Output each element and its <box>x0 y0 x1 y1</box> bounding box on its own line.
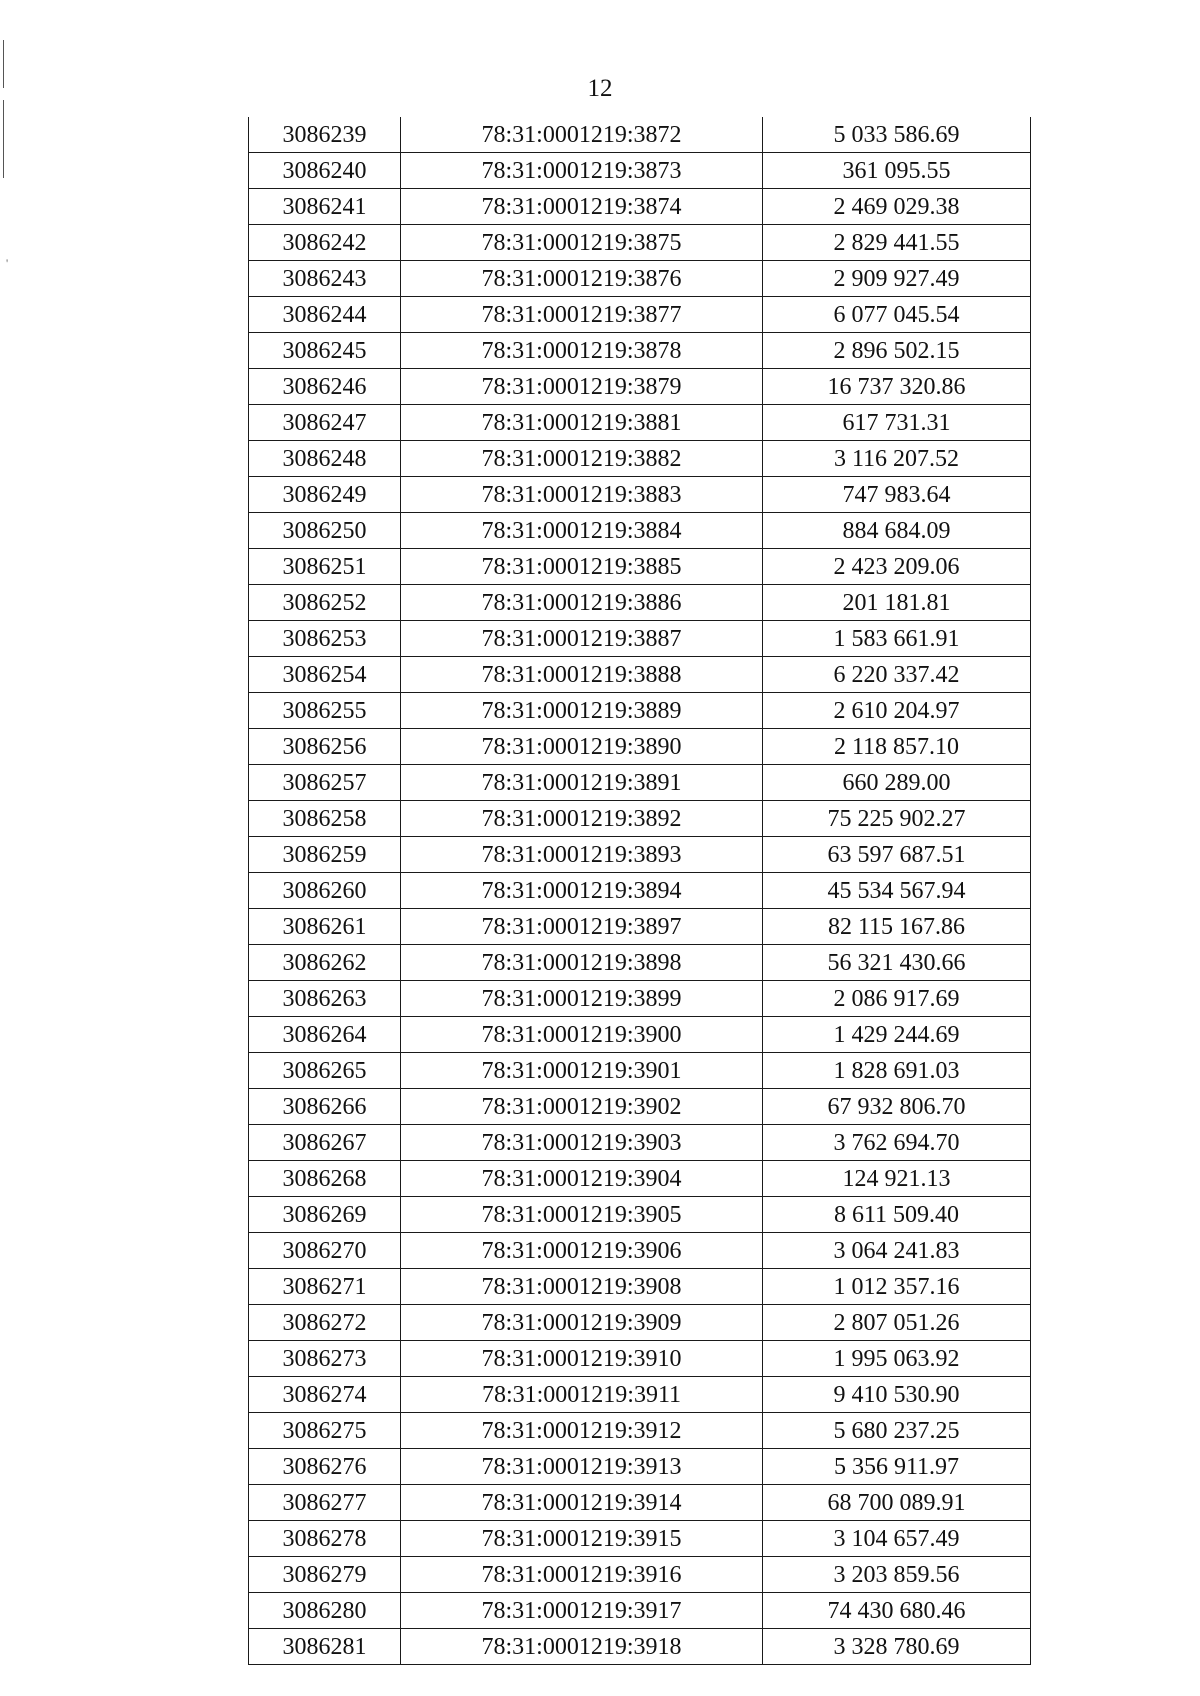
cadastral-number-cell: 78:31:0001219:3908 <box>401 1269 763 1305</box>
value-cell: 75 225 902.27 <box>763 801 1031 837</box>
record-id-cell: 3086250 <box>249 513 401 549</box>
cadastral-number-cell: 78:31:0001219:3909 <box>401 1305 763 1341</box>
cadastral-number-cell: 78:31:0001219:3894 <box>401 873 763 909</box>
table-row <box>249 801 1031 837</box>
table-row <box>249 1197 1031 1233</box>
table-row <box>249 153 1031 189</box>
cadastral-number-cell: 78:31:0001219:3884 <box>401 513 763 549</box>
table-row <box>249 405 1031 441</box>
record-id-cell: 3086262 <box>249 945 401 981</box>
table-row <box>249 1413 1031 1449</box>
record-id-cell: 3086240 <box>249 153 401 189</box>
cadastral-number-cell: 78:31:0001219:3885 <box>401 549 763 585</box>
record-id-cell: 3086261 <box>249 909 401 945</box>
cadastral-number-cell: 78:31:0001219:3906 <box>401 1233 763 1269</box>
value-cell: 16 737 320.86 <box>763 369 1031 405</box>
table-row <box>249 477 1031 513</box>
record-id-cell: 3086279 <box>249 1557 401 1593</box>
value-cell: 3 116 207.52 <box>763 441 1031 477</box>
cadastral-number-cell: 78:31:0001219:3911 <box>401 1377 763 1413</box>
cadastral-number-cell: 78:31:0001219:3883 <box>401 477 763 513</box>
cadastral-number-cell: 78:31:0001219:3891 <box>401 765 763 801</box>
record-id-cell: 3086281 <box>249 1629 401 1665</box>
cadastral-number-cell: 78:31:0001219:3917 <box>401 1593 763 1629</box>
value-cell: 124 921.13 <box>763 1161 1031 1197</box>
table-row <box>249 837 1031 873</box>
table-row <box>249 513 1031 549</box>
value-cell: 8 611 509.40 <box>763 1197 1031 1233</box>
value-cell: 2 807 051.26 <box>763 1305 1031 1341</box>
cadastral-number-cell: 78:31:0001219:3903 <box>401 1125 763 1161</box>
cadastral-number-cell: 78:31:0001219:3915 <box>401 1521 763 1557</box>
table-row <box>249 369 1031 405</box>
record-id-cell: 3086264 <box>249 1017 401 1053</box>
value-cell: 747 983.64 <box>763 477 1031 513</box>
record-id-cell: 3086273 <box>249 1341 401 1377</box>
value-cell: 5 356 911.97 <box>763 1449 1031 1485</box>
cadastral-number-cell: 78:31:0001219:3904 <box>401 1161 763 1197</box>
record-id-cell: 3086268 <box>249 1161 401 1197</box>
value-cell: 3 203 859.56 <box>763 1557 1031 1593</box>
record-id-cell: 3086249 <box>249 477 401 513</box>
record-id-cell: 3086244 <box>249 297 401 333</box>
table-row <box>249 1449 1031 1485</box>
cadastral-number-cell: 78:31:0001219:3916 <box>401 1557 763 1593</box>
value-cell: 1 828 691.03 <box>763 1053 1031 1089</box>
record-id-cell: 3086241 <box>249 189 401 225</box>
cadastral-number-cell: 78:31:0001219:3876 <box>401 261 763 297</box>
record-id-cell: 3086263 <box>249 981 401 1017</box>
value-cell: 68 700 089.91 <box>763 1485 1031 1521</box>
value-cell: 3 104 657.49 <box>763 1521 1031 1557</box>
cadastral-number-cell: 78:31:0001219:3882 <box>401 441 763 477</box>
value-cell: 6 077 045.54 <box>763 297 1031 333</box>
table-row <box>249 981 1031 1017</box>
cadastral-number-cell: 78:31:0001219:3889 <box>401 693 763 729</box>
cadastral-number-cell: 78:31:0001219:3913 <box>401 1449 763 1485</box>
table-row <box>249 117 1031 153</box>
record-id-cell: 3086280 <box>249 1593 401 1629</box>
cadastral-number-cell: 78:31:0001219:3886 <box>401 585 763 621</box>
scan-speck: ' <box>6 256 9 270</box>
value-cell: 361 095.55 <box>763 153 1031 189</box>
record-id-cell: 3086275 <box>249 1413 401 1449</box>
table-row <box>249 945 1031 981</box>
registry-table-body <box>249 117 1031 1665</box>
cadastral-number-cell: 78:31:0001219:3892 <box>401 801 763 837</box>
table-row <box>249 1485 1031 1521</box>
value-cell: 82 115 167.86 <box>763 909 1031 945</box>
value-cell: 2 423 209.06 <box>763 549 1031 585</box>
cadastral-number-cell: 78:31:0001219:3901 <box>401 1053 763 1089</box>
value-cell: 2 469 029.38 <box>763 189 1031 225</box>
record-id-cell: 3086246 <box>249 369 401 405</box>
cadastral-number-cell: 78:31:0001219:3881 <box>401 405 763 441</box>
record-id-cell: 3086265 <box>249 1053 401 1089</box>
record-id-cell: 3086257 <box>249 765 401 801</box>
value-cell: 5 033 586.69 <box>763 117 1031 153</box>
record-id-cell: 3086254 <box>249 657 401 693</box>
record-id-cell: 3086247 <box>249 405 401 441</box>
record-id-cell: 3086256 <box>249 729 401 765</box>
value-cell: 2 118 857.10 <box>763 729 1031 765</box>
value-cell: 6 220 337.42 <box>763 657 1031 693</box>
value-cell: 1 012 357.16 <box>763 1269 1031 1305</box>
record-id-cell: 3086252 <box>249 585 401 621</box>
table-row <box>249 1089 1031 1125</box>
cadastral-number-cell: 78:31:0001219:3899 <box>401 981 763 1017</box>
cadastral-number-cell: 78:31:0001219:3873 <box>401 153 763 189</box>
cadastral-number-cell: 78:31:0001219:3877 <box>401 297 763 333</box>
cadastral-number-cell: 78:31:0001219:3872 <box>401 117 763 153</box>
table-row <box>249 1377 1031 1413</box>
value-cell: 2 896 502.15 <box>763 333 1031 369</box>
table-row <box>249 1557 1031 1593</box>
record-id-cell: 3086267 <box>249 1125 401 1161</box>
cadastral-number-cell: 78:31:0001219:3897 <box>401 909 763 945</box>
table-row <box>249 873 1031 909</box>
value-cell: 3 064 241.83 <box>763 1233 1031 1269</box>
record-id-cell: 3086251 <box>249 549 401 585</box>
value-cell: 1 429 244.69 <box>763 1017 1031 1053</box>
value-cell: 2 086 917.69 <box>763 981 1031 1017</box>
record-id-cell: 3086245 <box>249 333 401 369</box>
record-id-cell: 3086239 <box>249 117 401 153</box>
cadastral-number-cell: 78:31:0001219:3918 <box>401 1629 763 1665</box>
record-id-cell: 3086248 <box>249 441 401 477</box>
table-row <box>249 1233 1031 1269</box>
record-id-cell: 3086253 <box>249 621 401 657</box>
record-id-cell: 3086255 <box>249 693 401 729</box>
record-id-cell: 3086270 <box>249 1233 401 1269</box>
table-row <box>249 909 1031 945</box>
value-cell: 617 731.31 <box>763 405 1031 441</box>
value-cell: 5 680 237.25 <box>763 1413 1031 1449</box>
value-cell: 74 430 680.46 <box>763 1593 1031 1629</box>
table-row <box>249 693 1031 729</box>
table-row <box>249 1341 1031 1377</box>
table-row <box>249 1125 1031 1161</box>
value-cell: 201 181.81 <box>763 585 1031 621</box>
table-row <box>249 1053 1031 1089</box>
cadastral-number-cell: 78:31:0001219:3900 <box>401 1017 763 1053</box>
cadastral-number-cell: 78:31:0001219:3890 <box>401 729 763 765</box>
table-row <box>249 621 1031 657</box>
cadastral-number-cell: 78:31:0001219:3898 <box>401 945 763 981</box>
record-id-cell: 3086277 <box>249 1485 401 1521</box>
record-id-cell: 3086259 <box>249 837 401 873</box>
table-row <box>249 441 1031 477</box>
table-row <box>249 765 1031 801</box>
value-cell: 2 610 204.97 <box>763 693 1031 729</box>
value-cell: 1 583 661.91 <box>763 621 1031 657</box>
record-id-cell: 3086269 <box>249 1197 401 1233</box>
cadastral-number-cell: 78:31:0001219:3879 <box>401 369 763 405</box>
cadastral-number-cell: 78:31:0001219:3887 <box>401 621 763 657</box>
table-row <box>249 585 1031 621</box>
value-cell: 67 932 806.70 <box>763 1089 1031 1125</box>
cadastral-number-cell: 78:31:0001219:3912 <box>401 1413 763 1449</box>
cadastral-number-cell: 78:31:0001219:3910 <box>401 1341 763 1377</box>
value-cell: 9 410 530.90 <box>763 1377 1031 1413</box>
value-cell: 660 289.00 <box>763 765 1031 801</box>
value-cell: 56 321 430.66 <box>763 945 1031 981</box>
record-id-cell: 3086260 <box>249 873 401 909</box>
table-row <box>249 1161 1031 1197</box>
record-id-cell: 3086258 <box>249 801 401 837</box>
record-id-cell: 3086274 <box>249 1377 401 1413</box>
record-id-cell: 3086278 <box>249 1521 401 1557</box>
cadastral-number-cell: 78:31:0001219:3893 <box>401 837 763 873</box>
table-row <box>249 1269 1031 1305</box>
table-row <box>249 297 1031 333</box>
cadastral-number-cell: 78:31:0001219:3874 <box>401 189 763 225</box>
record-id-cell: 3086266 <box>249 1089 401 1125</box>
table-row <box>249 1017 1031 1053</box>
cadastral-number-cell: 78:31:0001219:3914 <box>401 1485 763 1521</box>
value-cell: 2 829 441.55 <box>763 225 1031 261</box>
table-row <box>249 1521 1031 1557</box>
cadastral-number-cell: 78:31:0001219:3888 <box>401 657 763 693</box>
value-cell: 45 534 567.94 <box>763 873 1031 909</box>
value-cell: 3 762 694.70 <box>763 1125 1031 1161</box>
cadastral-number-cell: 78:31:0001219:3875 <box>401 225 763 261</box>
cadastral-number-cell: 78:31:0001219:3902 <box>401 1089 763 1125</box>
record-id-cell: 3086272 <box>249 1305 401 1341</box>
table-row <box>249 1593 1031 1629</box>
registry-table-container <box>248 117 1030 1665</box>
table-row <box>249 1305 1031 1341</box>
cadastral-number-cell: 78:31:0001219:3878 <box>401 333 763 369</box>
table-row <box>249 189 1031 225</box>
record-id-cell: 3086242 <box>249 225 401 261</box>
table-row <box>249 657 1031 693</box>
table-row <box>249 549 1031 585</box>
table-row <box>249 333 1031 369</box>
table-row <box>249 1629 1031 1665</box>
record-id-cell: 3086271 <box>249 1269 401 1305</box>
registry-table <box>248 117 1031 1665</box>
table-row <box>249 261 1031 297</box>
record-id-cell: 3086243 <box>249 261 401 297</box>
record-id-cell: 3086276 <box>249 1449 401 1485</box>
table-row <box>249 729 1031 765</box>
value-cell: 1 995 063.92 <box>763 1341 1031 1377</box>
page-number: 12 <box>587 75 613 102</box>
cadastral-number-cell: 78:31:0001219:3905 <box>401 1197 763 1233</box>
value-cell: 884 684.09 <box>763 513 1031 549</box>
scan-margin-mark <box>3 100 4 178</box>
value-cell: 63 597 687.51 <box>763 837 1031 873</box>
table-row <box>249 225 1031 261</box>
value-cell: 2 909 927.49 <box>763 261 1031 297</box>
value-cell: 3 328 780.69 <box>763 1629 1031 1665</box>
